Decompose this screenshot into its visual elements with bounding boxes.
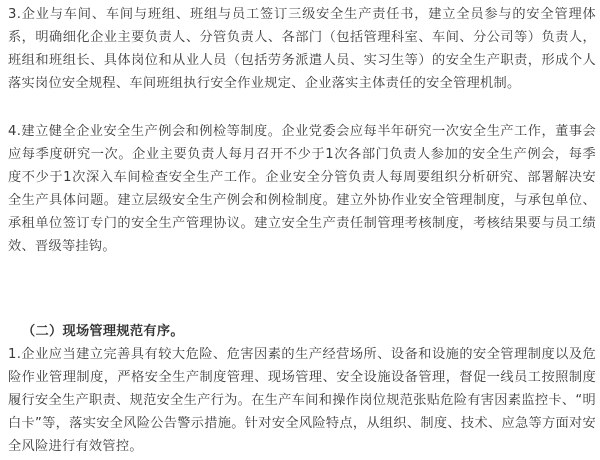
paragraph-site-management: 1.企业应当建立完善具有较大危险、危害因素的生产经营场所、设备和设施的安全管理制度以及危险作业管理制度，严格安全生产制度管理、现场管理、安全设施设备管理，督促一线员工按照制度履行安全生产职责、规范安全生产行为。在生产车间和操作岗位规范张贴危险有害因素监控卡、“明白卡”等，落实安全风险公告警示措施。针对安全风险特点，从组织、制度、技术、应急等方面对安全风险进行有效管控。 [8, 347, 596, 454]
paragraph-safety-meetings: 4.建立健全企业安全生产例会和例检等制度。企业党委会应每半年研究一次安全生产工作，董事会应每季度研究一次。企业主要负责人每月召开不少于1次各部门负责人参加的安全生产例会，每季度不少于1次深入车间检查安全生产工作。企业安全分管负责人每周要组织分析研究、部署解决安全生产具体问题。建立层级安全生产例会和例检制度。建立外协作业安全管理制度，与承包单位、承租单位签订专门的安全生产管理协议。建立安全生产责任制管理考核制度，考核结果要与员工绩效、晋级等挂钩。 [8, 124, 596, 254]
section-heading: （二）现场管理规范有序。 [22, 324, 184, 339]
paragraph-responsibility-system: 3.企业与车间、车间与班组、班组与员工签订三级安全生产责任书，建立全员参与的安全管理体系，明确细化企业主要负责人、分管负责人、各部门（包括管理科室、车间、分公司等）负责人，班组和班组长、具体岗位和从业人员（包括劳务派遣人员、实习生等）的安全生产职责，形成个人落实岗位安全规程、车间班组执行安全作业规定、企业落实主体责任的安全管理机制。 [8, 7, 596, 91]
